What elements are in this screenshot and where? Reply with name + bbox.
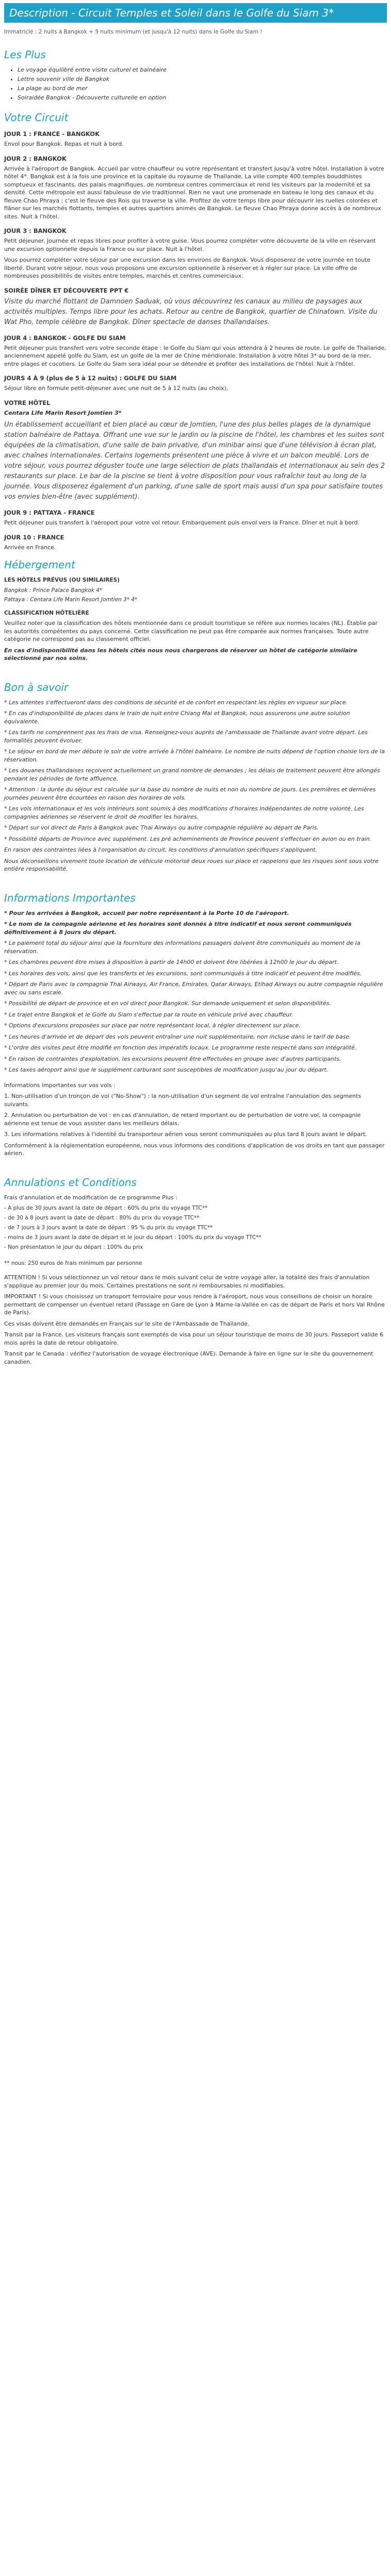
day-text: Arrivée à l'aéroport de Bangkok. Accueil par votre chauffeur ou votre représentant et transfert jusqu'à votre hôtel. Installation à votre hôtel 4*. Bangkok est à la fois une province et la capitale du royaume de Thaïlande. La ville compte 400 temples bouddhistes somptueux et fascinants, des palais magnifiques, de nombreux centres commerciaux et rend les visiteurs par la modernité et sa densité. Cette métropole est aussi fabuleuse de vie traditionnel. Rien ne vaut une promenade en bateau le long des canaux et du fleuve Chao Phraya : c'est le fleuve des Rois qui traverse la ville. Profitez de votre temps libre pour découvrir les ruelles colorées et flâner sur les marchés flottants, temples et autres quartiers animés de Bangkok. Le fleuve Chao Phraya donne accès à de nombreux sites. Nuit à l'hôtel.	[4, 165, 384, 220]
flights-intro: Informations importantes sur vos vols :	[4, 1081, 116, 1089]
list-item: * En raison de contraintes d'exploitation, les excursions peuvent être effectuées en groupe avec d'autres participants.	[4, 1055, 341, 1062]
hotel-line: Bangkok : Prince Palace Bangkok 4*	[4, 587, 103, 594]
list-item: * Possibilité départs de Province avec supplément. Les pré acheminements de Province peuvent s'effectuer en avion ou en train.	[4, 835, 372, 842]
day-block	[4, 155, 387, 221]
day-block	[4, 130, 387, 148]
day-block	[4, 399, 387, 503]
list-item: * Les heures d'arrivée et de départ des vols peuvent entraîner une nuit supplémentaire, non incluse dans le tarif de base.	[4, 1033, 351, 1040]
day-text: Petit déjeuner puis transfert à l'aéroport pour votre vol retour. Embarquement puis envol vers la France. Dîner et nuit à bord.	[4, 519, 360, 526]
day-text: Vous pourrez compléter votre séjour par une excursion dans les environs de Bangkok. Vous disposerez de votre journée en toute liberté. Durant votre séjour, nous vous proposons une excursion optionnelle à réserver et à régler sur place. La ville offre de nombreuses possibilités de visites entre temples, marchés et centres commerciaux.	[4, 257, 370, 279]
fee-line: - moins de 3 jours avant la date de départ et le jour du départ : 100% du prix du voyage TTC**	[4, 1234, 262, 1241]
annulation-intro: Frais d'annulation et de modification de ce programme Plus :	[4, 1194, 177, 1201]
hotel-name: Centara Life Marin Resort Jomtien 3*	[4, 409, 122, 416]
visa-end: Transit par le Canada : vérifiez l'autorisation de voyage électronique (AVE). Demande à faire en ligne sur le site du gouvernement canadien.	[4, 1350, 373, 1365]
day-text: Arrivée en France.	[4, 544, 56, 551]
annulation-warning: ATTENTION ! Si vous sélectionnez un vol retour dans le mois suivant celui de votre voyage aller, la totalité des frais d'annulation s'applique au premier jour du mois. Certaines prestations ne sont ni remboursables ni modifiables.	[4, 1274, 370, 1289]
infos-list	[4, 939, 387, 1074]
classification-heading: CLASSIFICATION HÔTELIÈRE	[4, 610, 89, 616]
day-title: JOUR 2 : BANGKOK	[4, 155, 67, 162]
bon-a-savoir-list	[4, 699, 387, 873]
page	[0, 3, 391, 1366]
day-title: JOUR 1 : FRANCE - BANGKOK	[4, 130, 100, 138]
day-text: Séjour libre en formule petit-déjeuner avec une nuit de 5 à 12 nuits (au choix).	[4, 385, 229, 392]
visa-text: Ces visas doivent être demandés en Français sur le site de l'Ambassade de Thaïlande.	[4, 1320, 250, 1327]
list-item: • Le voyage équilibré entre visite culturel et balnéaire	[18, 66, 387, 74]
list-item: * L'ordre des visites peut être modifié en fonction des impératifs locaux. Le programme reste respecté dans son intégralité.	[4, 1044, 357, 1051]
list-item: * Départ de Paris avec la compagnie Thai Airways, Air France, Emirates, Qatar Airways, Etihad Airways ou autre compagnie régulière avec ou sans escale.	[4, 981, 383, 996]
list-item: * Départ sur vol direct de Paris à Bangkok avec Thai Airways ou autre compagnie régulière au départ de Paris.	[4, 824, 319, 831]
bon-a-savoir-heading: Bon à savoir	[4, 681, 69, 693]
day-block	[4, 509, 387, 527]
fee-note: ** nous: 250 euros de frais minimum par personne	[4, 1260, 142, 1266]
circuit-heading: Votre Circuit	[4, 111, 69, 124]
day-block	[4, 374, 387, 393]
flights-item: 2. Annulation ou perturbation de vol : en cas d'annulation, de retard important ou de perturbation de votre vol, la compagnie aérienne est tenue de vous assister dans les meilleurs délais.	[4, 1112, 361, 1127]
list-item: • La plage au bord de mer	[18, 84, 387, 93]
day-title: JOUR 4 : BANGKOK - GOLFE DU SIAM	[4, 334, 126, 342]
list-item: * Les vols internationaux et les vols intérieurs sont soumis à des modifications d'horaires indépendantes de notre volonté. Les compagnies aériennes se réservent le droit de modifier les horaires.	[4, 805, 364, 820]
day-title: JOUR 9 : PATTAYA - FRANCE	[4, 509, 95, 516]
day-text: Petit déjeuner puis transfert vers votre seconde étape : le Golfe du Siam qui vous attendra à 2 heures de route. Le golfe de Thaïlande, anciennement appelé golfe du Siam, est un golfe de la mer de Chine méridionale. Installation à votre hôtel 3* au bord de la mer, entre plages et cocotiers. Le Golfe du Siam sera idéal pour se détendre et profiter des installations de l'hôtel. Nuit à l'hôtel.	[4, 344, 386, 367]
infos-heading: Informations Importantes	[4, 891, 136, 904]
list-item: * Attention : la durée du séjour est calculée sur la base du nombre de nuits et non du nombre de jours. Les premières et dernières journées peuvent être écourtées en raison des horaires de vols.	[4, 786, 376, 801]
list-item: * Les tarifs ne comprennent pas les frais de visa. Renseignez-vous auprès de l'ambassade de Thaïlande avant votre départ. Les formalités peuvent évoluer.	[4, 729, 368, 744]
flights-item: 3. Les informations relatives à l'identité du transporteur aérien vous seront communiquées au plus tard 8 jours avant le départ.	[4, 1131, 367, 1138]
list-item: * Les douanes thaïlandaises reçoivent actuellement un grand nombre de demandes ; les délais de traitement peuvent être allongés pendant les périodes de forte affluence.	[4, 767, 380, 782]
list-item: * Les horaires des vols, ainsi que les transferts et les excursions, sont communiqués à titre indicatif et peuvent être modifiés.	[4, 970, 362, 977]
list-item: * Les attentes s'effectueront dans des conditions de sécurité et de confort en respectant les règles en vigueur sur place.	[4, 699, 348, 706]
list-item: * Le paiement total du séjour ainsi que la fourniture des informations passagers doivent être communiqués au moment de la réservation.	[4, 940, 361, 955]
list-item: * Les chambres peuvent être mises à disposition à partir de 14h00 et doivent être libérées à 12h00 le jour du départ.	[4, 959, 339, 965]
day-title: JOURS 4 À 9 (plus de 5 à 12 nuits) : GOLFE DU SIAM	[4, 375, 177, 382]
hotels-subheading: LES HÔTELS PRÉVUS (OU SIMILAIRES)	[4, 577, 120, 583]
fee-line: - de 30 à 8 jours avant la date de départ : 80% du prix du voyage TTC**	[4, 1215, 200, 1221]
hotel-description: Un établissement accueillant et bien placé au cœur de Jomtien, l'une des plus belles plages de la dynamique station balnéaire de Pattaya. Offrant une vue sur le jardin ou la piscine de l'hôtel, les chambres et les suites sont équipées de la climatisation, d'une salle de bain privative, d'un minibar ainsi que d'une télévision à écran plat, avec chaînes internationales. Certains logements présentent une pièce à vivre et un balcon meublé. Lors de votre séjour, vous pourrez déguster toute une large sélection de plats thaïlandais et internationaux au sein des 2 restaurants sur place. Le bar de la piscine se tient à votre disposition pour vous rafraîchir tout au long de la journée. Vous disposerez également d'un parking, d'une salle de sport mais aussi d'un spa pour satisfaire toutes vos envies bien-être (avec supplément).	[4, 421, 385, 501]
fee-line: - A plus de 30 jours avant la date de départ : 60% du prix du voyage TTC**	[4, 1205, 208, 1211]
list-item: • Lettre souvenir ville de Bangkok	[18, 75, 387, 83]
hebergement-heading: Hébergement	[4, 558, 75, 571]
day-text: Petit déjeuner. Journée et repas libres pour profiter à votre guise. Vous pourrez compléter votre découverte de la ville en réservant une excursion optionnelle depuis la France ou sur place. Nuit à l'hôtel.	[4, 238, 376, 252]
plus-heading: Les Plus	[4, 48, 46, 61]
day-title: VOTRE HÔTEL	[4, 399, 51, 406]
list-item: * Options d'excursions proposées sur place par notre représentant local, à régler directement sur place.	[4, 1022, 301, 1029]
page-title: Description - Circuit Temples et Soleil dans le Golfe du Siam 3*	[4, 3, 387, 23]
list-item: * Les taxes aéroport ainsi que le supplément carburant sont susceptibles de modification jusqu'au jour du départ.	[4, 1066, 329, 1073]
intro-text: Immatriclé : 2 nuits à Bangkok + 5 nuits minimum (et jusqu'à 12 nuits) dans le Golfe du Siam !	[4, 29, 263, 35]
hotel-line: Pattaya : Centara Life Marin Resort Jomtien 3* 4*	[4, 597, 138, 603]
day-title: JOUR 3 : BANGKOK	[4, 227, 67, 234]
list-item: * En cas d'indisponibilité de places dans le train de nuit entre Chiang Mai et Bangkok, nous assurerons une autre solution équivalente.	[4, 710, 350, 725]
list-item: • Soiraidée Bangkok - Découverte culturelle en option	[18, 94, 387, 102]
annulation-heading: Annulations et Conditions	[4, 1176, 137, 1189]
list-item: * Le séjour en bord de mer débute le soir de votre arrivée à l'hôtel balnéaire. Le nombre de nuits dépend de l'option choisie lors de la réservation.	[4, 748, 385, 763]
fee-line: - de 7 jours à 3 jours avant la date de départ : 95 % du prix du voyage TTC**	[4, 1225, 213, 1231]
flights-item: 1. Non-utilisation d'un tronçon de vol ("No-Show") : la non-utilisation d'un segment de vol entraîne l'annulation des segments suivants.	[4, 1093, 361, 1108]
day-text: Envol pour Bangkok. Repas et nuit à bord.	[4, 141, 124, 147]
flights-item: Conformément à la réglementation européenne, nous vous informons des conditions d'application de vos droits en tant que passager aérien.	[4, 1142, 385, 1157]
list-item: Nous déconseillons vivement toute location de véhicule motorisé deux roues sur place et rappelons que les risques sont sous votre entière responsabilité.	[4, 857, 379, 872]
day-title: JOUR 10 : FRANCE	[4, 533, 64, 541]
day-block	[4, 286, 387, 328]
infos-intro-2: * Le nom de la compagnie aérienne et les horaires sont donnés à titre indicatif et nous seront communiqués définitivement à 8 jours du départ.	[4, 921, 352, 936]
day-text: Visite du marché flottant de Damnoen Saduak, où vous découvrirez les canaux au milieu de paysages aux activités multiples. Temps libre pour les achats. Retour au centre de Bangkok, quartier de Chinatown. Visite du Wat Pho, temple célèbre de Bangkok. Dîner spectacle de danses thaïlandaises.	[4, 297, 378, 326]
infos-intro: * Pour les arrivées à Bangkok, accueil par notre représentant à la Porte 10 de l'aéroport.	[4, 909, 289, 917]
hotel-note: En cas d'indisponibilité dans les hôtels cités nous nous chargerons de réserver un hôtel de catégorie similaire sélectionné par nos soins.	[4, 647, 357, 662]
classification-text: Veuillez noter que la classification des hôtels mentionnée dans ce produit touristique se réfère aux normes locales (NL). Établie par les autorités compétentes du pays concerné. Cette classification ne peut pas être comparée aux normes françaises. Toute autre catégorie ne correspond pas au classement officiel.	[4, 620, 378, 642]
annulation-important: IMPORTANT ! Si vous choisissez un transport ferroviaire pour vous rendre à l'aéroport, nous vous conseillons de choisir un horaire permettant de compenser un éventuel retard (Passage en Gare de Lyon à Marne-la-Vallée en cas de départ de Paris et hors Val Rhône de Paris).	[4, 1293, 385, 1316]
list-item: En raison des contraintes liées à l'organisation du circuit, les conditions d'annulation spécifiques s'appliquent.	[4, 846, 317, 853]
day-block	[4, 227, 387, 280]
visa-more: Transit par la France. Les visiteurs français sont exemptés de visa pour un séjour touristique de moins de 30 jours. Passeport valide 6 mois après la date de retour obligatoire.	[4, 1331, 384, 1346]
day-block	[4, 533, 387, 552]
day-title: SOIRÉE DÎNER ET DÉCOUVERTE PPT €	[4, 286, 129, 294]
fee-line: - Non présentation le jour du départ : 100% du prix	[4, 1244, 143, 1250]
list-item: * Possibilité de départ de province et en vol direct pour Bangkok. Sur demande uniquement et selon disponibilités.	[4, 1000, 331, 1007]
day-block	[4, 334, 387, 368]
plus-list	[4, 66, 387, 102]
list-item: * Le trajet entre Bangkok et le Golfe du Siam s'effectue par la route en véhicule privé avec chauffeur.	[4, 1011, 294, 1018]
